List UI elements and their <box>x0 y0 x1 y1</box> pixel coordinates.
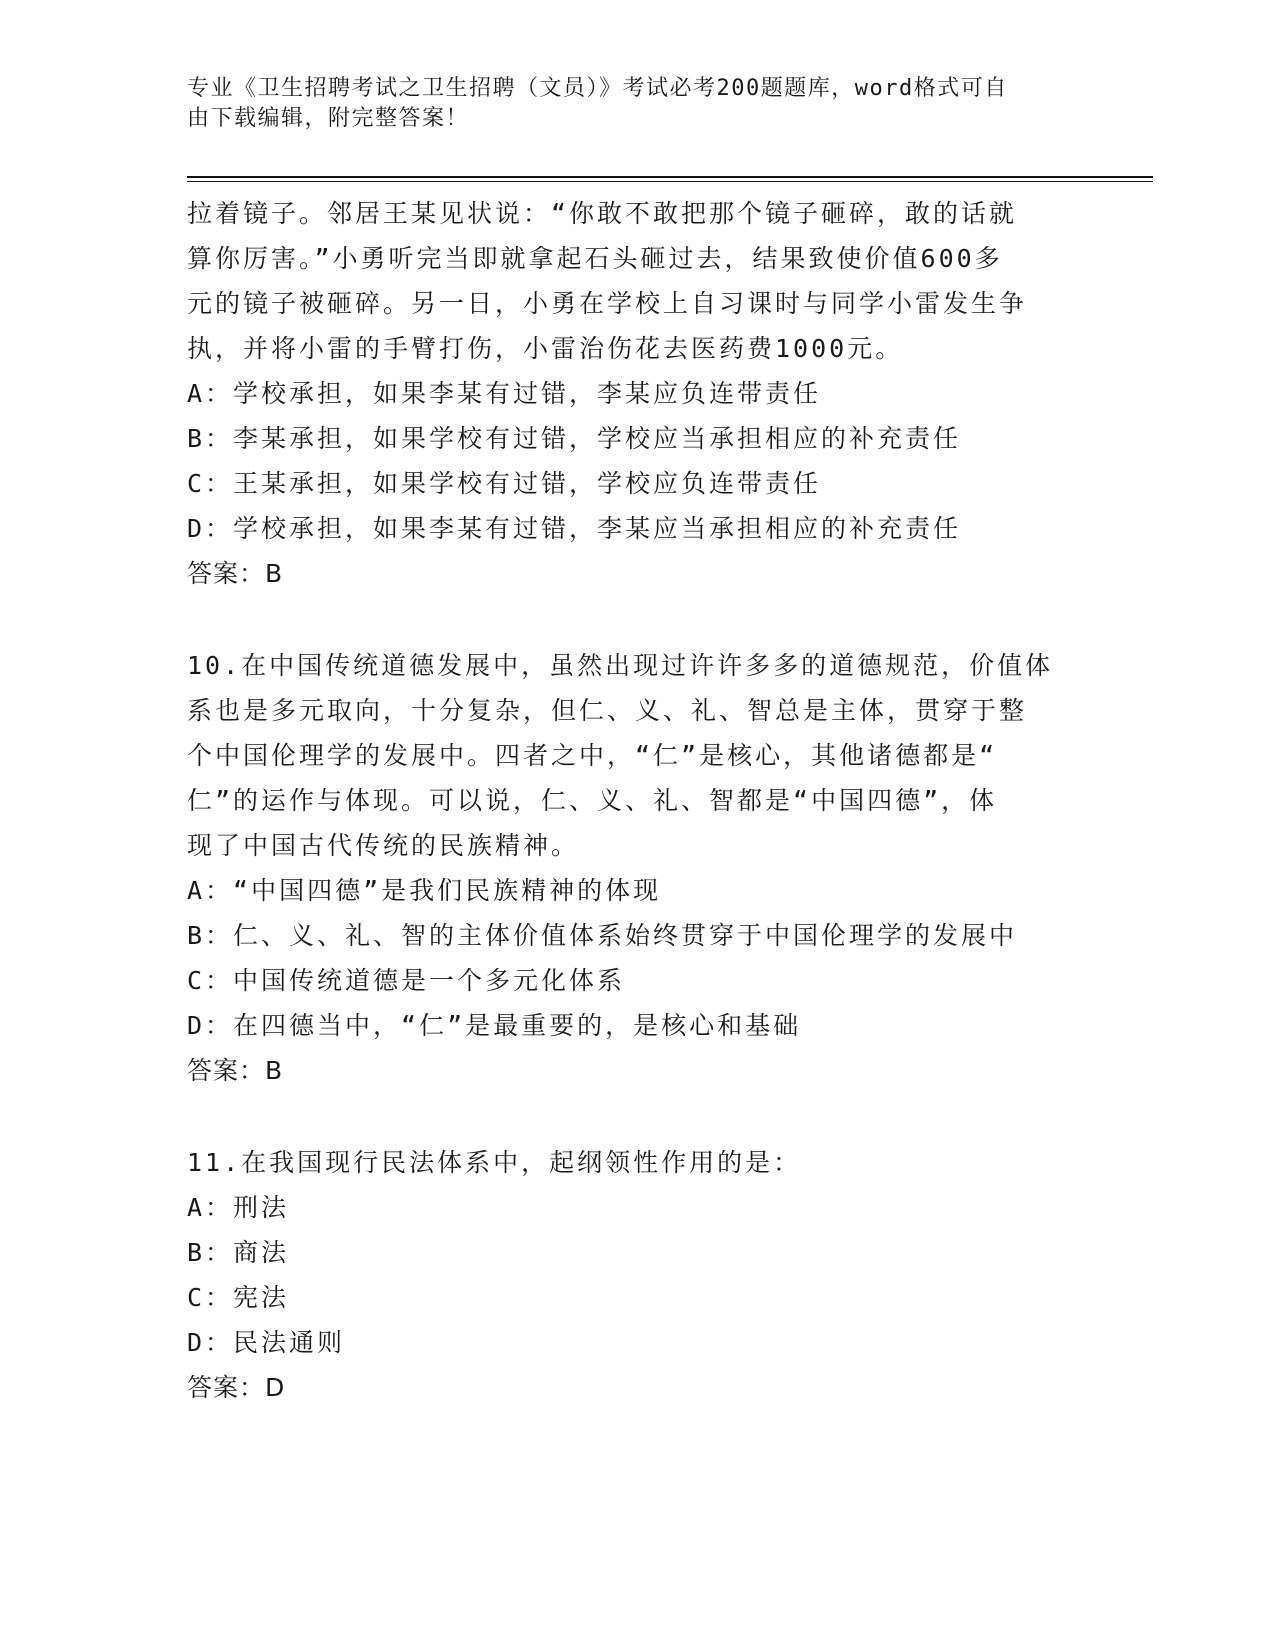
answer-line: 答案：B <box>187 1056 284 1085</box>
question-spacer <box>187 1093 1087 1140</box>
option-d: D：学校承担，如果李某有过错，李某应当承担相应的补充责任 <box>187 514 962 543</box>
option-d: D：民法通则 <box>187 1328 346 1357</box>
answer-line: 答案：B <box>187 559 284 588</box>
question-stem-line: 10.在中国传统道德发展中，虽然出现过许许多多的道德规范，价值体 <box>187 651 1054 680</box>
question-9 <box>187 191 1087 596</box>
header-line-2: 由下载编辑，附完整答案！ <box>187 106 470 131</box>
question-stem-line: 系也是多元取向，十分复杂，但仁、义、礼、智总是主体，贯穿于整 <box>187 696 1028 725</box>
question-stem-line: 执，并将小雷的手臂打伤，小雷治伤花去医药费1000元。 <box>187 334 904 363</box>
option-a: A：刑法 <box>187 1193 290 1222</box>
question-stem-line: 拉着镜子。邻居王某见状说：“你敢不敢把那个镜子砸碎，敢的话就 <box>187 199 1018 228</box>
question-stem-line: 算你厉害。”小勇听完当即就拿起石头砸过去，结果致使价值600多 <box>187 244 1003 273</box>
document-body <box>187 191 1087 1410</box>
question-11 <box>187 1140 1087 1410</box>
answer-line: 答案：D <box>187 1373 286 1402</box>
page-header <box>187 74 1067 134</box>
question-stem-line: 仁”的运作与体现。可以说，仁、义、礼、智都是“中国四德”，体 <box>187 786 998 815</box>
option-c: C：王某承担，如果学校有过错，学校应负连带责任 <box>187 469 822 498</box>
option-b: B：仁、义、礼、智的主体价值体系始终贯穿于中国伦理学的发展中 <box>187 921 1018 950</box>
header-divider-thick <box>187 176 1153 178</box>
option-d: D：在四德当中，“仁”是最重要的，是核心和基础 <box>187 1011 802 1040</box>
question-spacer <box>187 596 1087 643</box>
question-stem-line: 现了中国古代传统的民族精神。 <box>187 831 580 860</box>
option-a: A：学校承担，如果李某有过错，李某应负连带责任 <box>187 379 822 408</box>
question-stem-line: 元的镜子被砸碎。另一日，小勇在学校上自习课时与同学小雷发生争 <box>187 289 1028 318</box>
option-b: B：商法 <box>187 1238 290 1267</box>
option-c: C：中国传统道德是一个多元化体系 <box>187 966 626 995</box>
option-c: C：宪法 <box>187 1283 290 1312</box>
option-b: B：李某承担，如果学校有过错，学校应当承担相应的补充责任 <box>187 424 962 453</box>
header-divider-thin <box>187 181 1153 182</box>
question-10 <box>187 643 1087 1093</box>
question-stem-line: 个中国伦理学的发展中。四者之中，“仁”是核心，其他诸德都是“ <box>187 741 998 770</box>
option-a: A：“中国四德”是我们民族精神的体现 <box>187 876 662 905</box>
question-stem-line: 11.在我国现行民法体系中，起纲领性作用的是： <box>187 1148 802 1177</box>
header-line-1: 专业《卫生招聘考试之卫生招聘（文员）》考试必考200题题库，word格式可自 <box>187 76 1008 101</box>
